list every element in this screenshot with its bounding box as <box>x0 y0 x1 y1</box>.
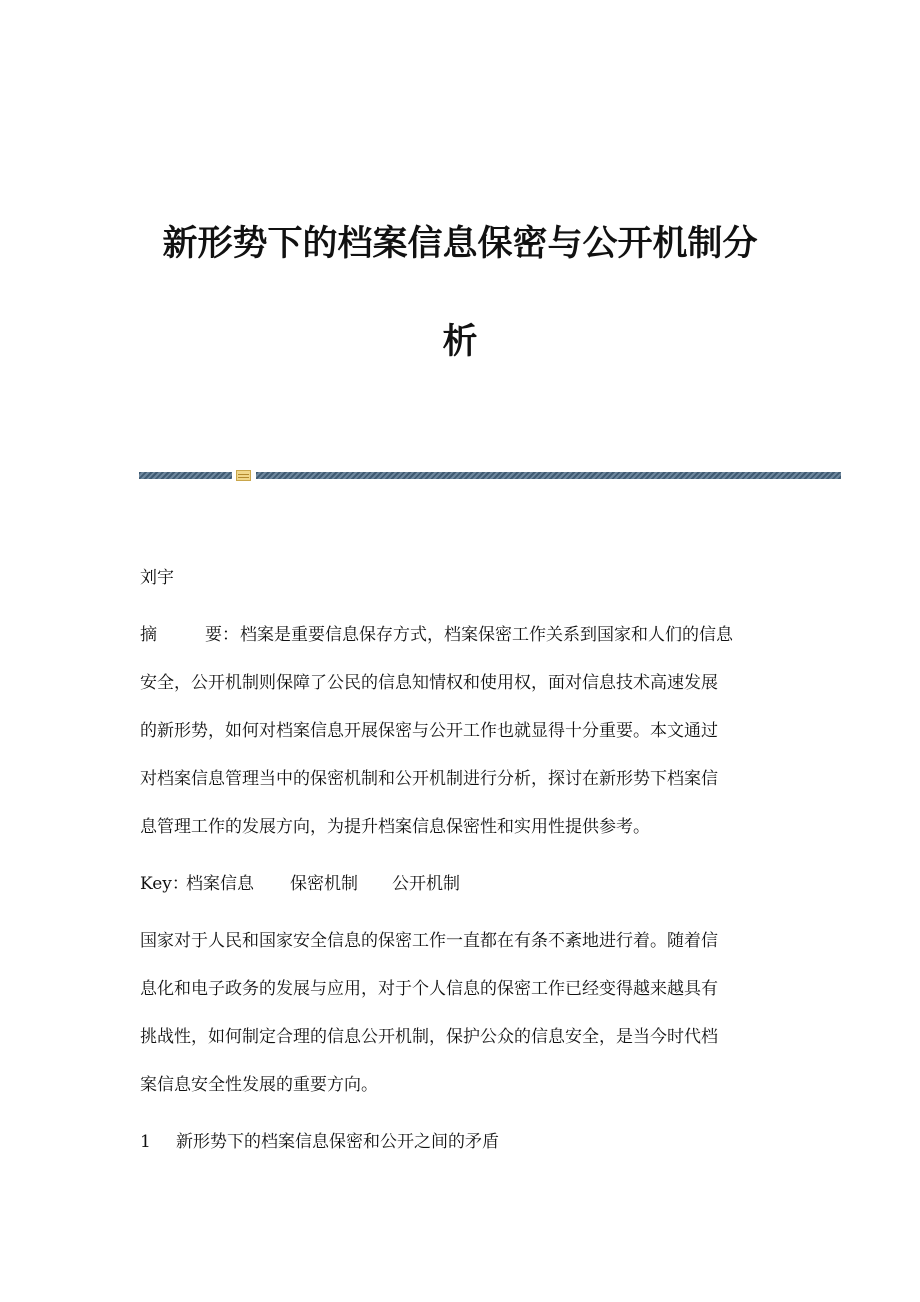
intro-line: 案信息安全性发展的重要方向。 <box>140 1075 378 1095</box>
section-number: 1 <box>140 1132 151 1152</box>
abstract-line: 的新形势，如何对档案信息开展保密与公开工作也就显得十分重要。本文通过 <box>140 721 718 741</box>
keywords-label: Key： <box>140 874 189 894</box>
abstract-line: 对档案信息管理当中的保密机制和公开机制进行分析，探讨在新形势下档案信 <box>140 769 718 789</box>
author-name: 刘宇 <box>140 568 174 588</box>
intro-line: 挑战性，如何制定合理的信息公开机制，保护公众的信息安全，是当今时代档 <box>140 1027 718 1047</box>
divider-bar-left <box>139 472 232 479</box>
intro-line: 国家对于人民和国家安全信息的保密工作一直都在有条不紊地进行着。随着信 <box>140 931 718 951</box>
abstract-line: 安全，公开机制则保障了公民的信息知情权和使用权，面对信息技术高速发展 <box>140 673 718 693</box>
keyword-item: 档案信息 <box>186 874 254 894</box>
section-title: 新形势下的档案信息保密和公开之间的矛盾 <box>176 1132 499 1152</box>
envelope-icon <box>236 470 251 481</box>
abstract-line: 档案是重要信息保存方式，档案保密工作关系到国家和人们的信息 <box>240 625 733 645</box>
divider-bar-right <box>256 472 841 479</box>
keyword-item: 公开机制 <box>392 874 460 894</box>
document-title-line-1: 新形势下的档案信息保密与公开机制分 <box>162 224 758 264</box>
keyword-item: 保密机制 <box>290 874 358 894</box>
document-title-line-2: 析 <box>442 322 478 362</box>
abstract-line: 息管理工作的发展方向，为提升档案信息保密性和实用性提供参考。 <box>140 817 650 837</box>
intro-line: 息化和电子政务的发展与应用，对于个人信息的保密工作已经变得越来越具有 <box>140 979 718 999</box>
abstract-label-1: 摘 <box>140 625 157 645</box>
title-divider <box>139 470 841 480</box>
abstract-label-2: 要： <box>205 625 239 645</box>
